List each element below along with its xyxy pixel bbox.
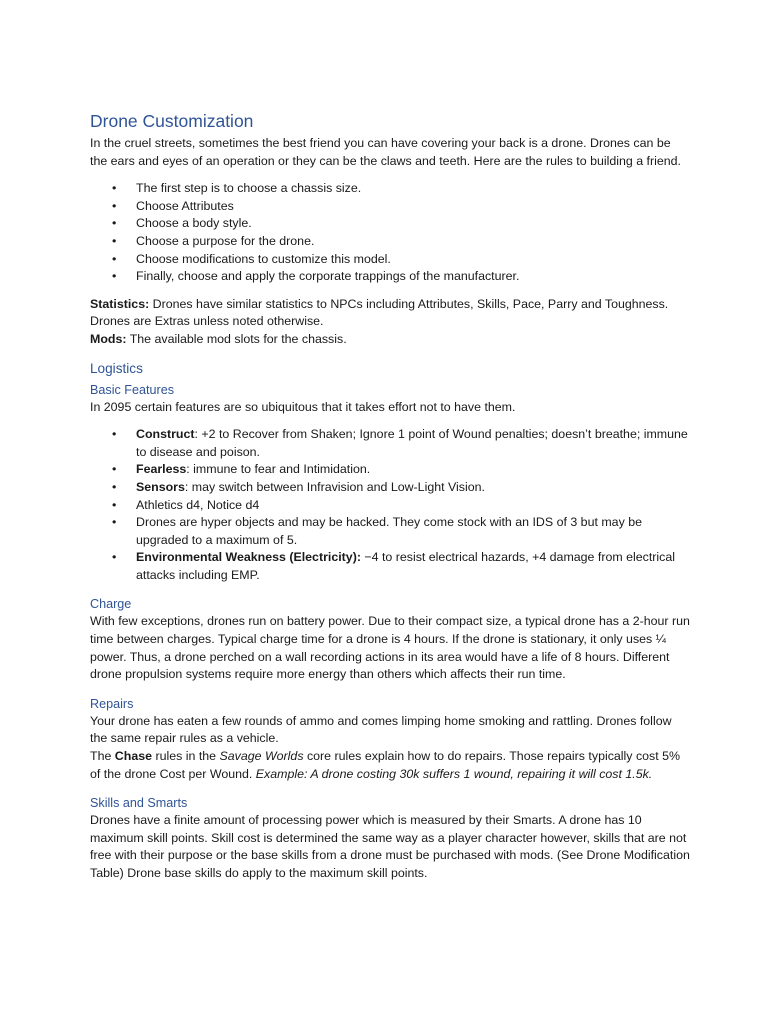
list-item: • Drones are hyper objects and may be hacked. They come stock with an IDS of 3 but may be upgraded to a maximum of 5. [112,515,642,547]
logistics-heading: Logistics [90,360,143,376]
list-item: • Fearless: immune to fear and Intimidation. [90,461,690,479]
bullet-icon: • [112,550,117,565]
mods-label: Mods: [90,331,127,346]
bullet-icon: • [112,427,117,442]
repairs-heading: Repairs [90,696,134,711]
repairs-paragraph-1: Your drone has eaten a few rounds of ammo and comes limping home smoking and rattling. Drones follow the same repair rules as a vehicle. [90,713,672,746]
bullet-icon: • [112,233,117,248]
skills-smarts-paragraph: Drones have a finite amount of processing power which is measured by their Smarts. A drone has 10 maximum skill points. Skill cost is determined the same way as a player character however, skills that are not free with their purpose or the base skills from a drone must be purchased with mods. (See Drone Modification Table) Drone base skills do apply to the maximum skill points. [90,813,690,880]
basic-features-heading: Basic Features [90,382,174,397]
bullet-icon: • [112,251,117,266]
mods-paragraph: Mods: The available mod slots for the chassis. [90,331,347,346]
list-item: • Environmental Weakness (Electricity): −4 to resist electrical hazards, +4 damage from electrical attacks including EMP. [112,550,675,582]
bullet-icon: • [112,269,117,284]
bullet-icon: • [112,462,117,477]
bullet-icon: • [112,515,117,530]
bullet-icon: • [112,479,117,494]
list-item: • Choose modifications to customize this model. [90,251,690,269]
basic-features-list [90,426,690,584]
skills-smarts-heading: Skills and Smarts [90,796,188,811]
statistics-label: Statistics: [90,296,150,311]
list-item: • Construct: +2 to Recover from Shaken; Ignore 1 point of Wound penalties; doesn’t breathe; immune to disease and poison. [112,427,688,459]
steps-list [90,180,690,286]
list-item: • Finally, choose and apply the corporate trappings of the manufacturer. [90,268,690,286]
bullet-icon: • [112,497,117,512]
charge-heading: Charge [90,597,132,612]
list-item: • Athletics d4, Notice d4 [90,497,690,515]
list-item: • The first step is to choose a chassis size. [90,180,690,198]
charge-paragraph: With few exceptions, drones run on battery power. Due to their compact size, a typical drone has a 2-hour run time between charges. Typical charge time for a drone is 4 hours. If the drone is stationary, it only uses ¼ power. Thus, a drone perched on a wall recording actions in its area would have a life of 8 hours. Different drone propulsion systems require more energy than others which affects their run time. [90,614,690,682]
list-item: • Choose a purpose for the drone. [90,233,690,251]
repairs-paragraph-2: The Chase rules in the Savage Worlds core rules explain how to do repairs. Those repairs typically cost 5% of the drone Cost per Wound. Example: A drone costing 30k suffers 1 wound, repairing it will cost 1.5k. [90,749,681,781]
basic-features-intro: In 2095 certain features are so ubiquitous that it takes effort not to have them. [90,399,516,414]
bullet-icon: • [112,181,117,196]
document-body [90,110,690,883]
page-title: Drone Customization [90,111,254,131]
bullet-icon: • [112,198,117,213]
list-item: • Choose Attributes [90,198,690,216]
statistics-paragraph: Statistics: Drones have similar statistics to NPCs including Attributes, Skills, Pace, Parry and Toughness. Drones are Extras unless noted otherwise. [90,296,669,329]
list-item: • Sensors: may switch between Infravision and Low-Light Vision. [90,479,690,497]
list-item: • Choose a body style. [90,215,690,233]
bullet-icon: • [112,216,117,231]
intro-paragraph: In the cruel streets, sometimes the best friend you can have covering your back is a drone. Drones can be the ears and eyes of an operation or they can be the claws and teeth. Here are the rules to building a friend. [90,136,681,168]
